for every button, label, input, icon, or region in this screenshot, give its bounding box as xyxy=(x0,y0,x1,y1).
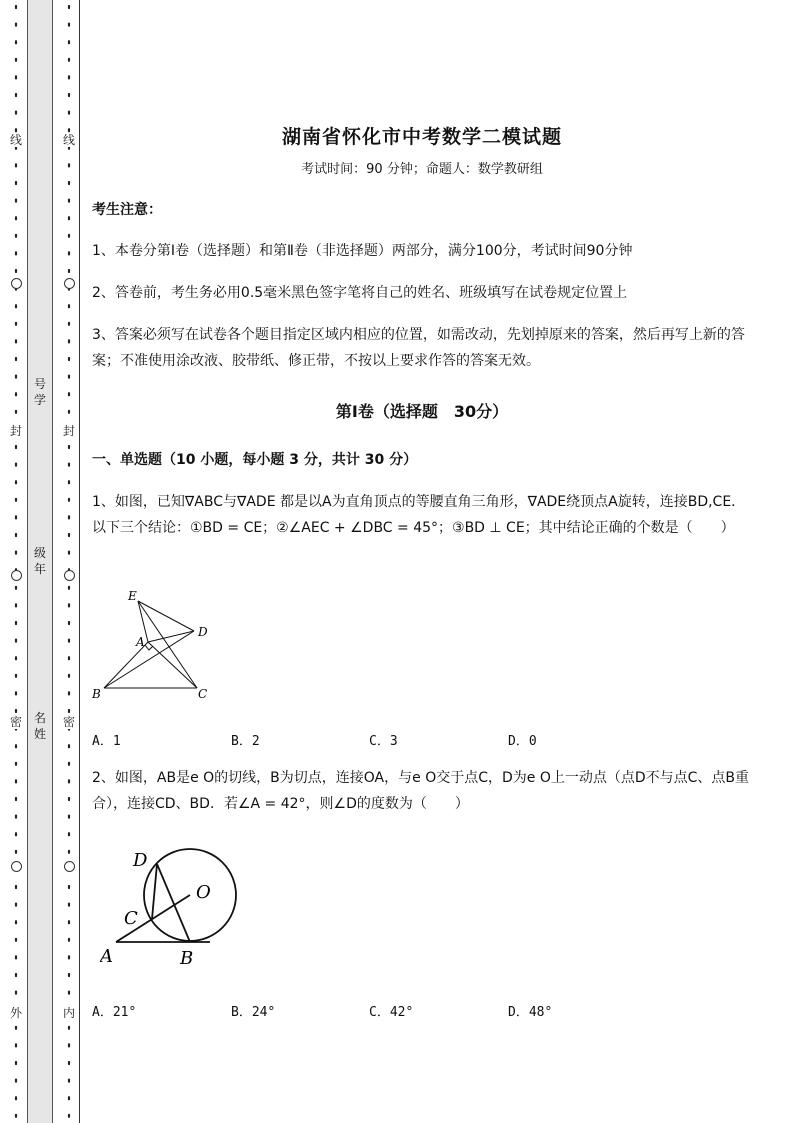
circle-icon xyxy=(11,570,22,581)
option-b[interactable]: B．2 xyxy=(231,734,260,749)
section-title: 第Ⅰ卷（选择题 30分） xyxy=(335,402,509,421)
page-title: 湖南省怀化市中考数学二模试题 xyxy=(281,126,562,148)
label-E: E xyxy=(128,589,137,603)
circle-icon xyxy=(64,278,75,289)
part-heading: 一、单选题（10 小题，每小题 3 分，共计 30 分） xyxy=(92,452,418,468)
option-c[interactable]: C．3 xyxy=(369,734,398,749)
label-B: B xyxy=(180,948,194,969)
inner-binding-line xyxy=(62,0,76,1123)
option-b[interactable]: B．24° xyxy=(231,1005,276,1020)
field-student-id-label: 号 学 xyxy=(33,377,46,407)
question-1-figure xyxy=(92,584,222,704)
label-A: A xyxy=(136,635,145,649)
inner-mark-xian: 线 xyxy=(62,133,75,147)
outer-mark-xian: 线 xyxy=(9,133,22,147)
option-d[interactable]: D．0 xyxy=(508,734,537,749)
question-2-stem: 2、如图，AB是e O的切线，B为切点，连接OA，与e O交于点C，D为e O上一动点（点D不与点C、点B重合），连接CD、BD．若∠A = 42°，则∠D的度数为（ ） xyxy=(92,770,750,812)
question-1-stem: 1、如图，已知∇ABC与∇ADE 都是以A为直角顶点的等腰直角三角形，∇ADE绕顶点A旋转，连接BD,CE．以下三个结论：①BD = CE；②∠AEC + ∠DBC = 45°；③BD ⊥ CE；其中结论正确的个数是（ ） xyxy=(92,494,746,536)
inner-mark-nei: 内 xyxy=(62,1006,75,1020)
label-C: C xyxy=(198,687,208,701)
label-O: O xyxy=(196,882,211,903)
option-a[interactable]: A．1 xyxy=(92,734,121,749)
circle-icon xyxy=(64,570,75,581)
circle-icon xyxy=(11,861,22,872)
inner-mark-mi: 密 xyxy=(62,715,75,729)
option-c[interactable]: C．42° xyxy=(369,1005,414,1020)
field-name-label: 名 姓 xyxy=(33,711,46,741)
label-C: C xyxy=(124,908,138,929)
circle-icon xyxy=(64,861,75,872)
inner-mark-feng: 封 xyxy=(62,424,75,438)
dotted-line xyxy=(9,0,23,1123)
outer-mark-wai: 外 xyxy=(9,1006,22,1020)
notice-item-1: 1、本卷分第Ⅰ卷（选择题）和第Ⅱ卷（非选择题）两部分，满分100分，考试时间90分钟 xyxy=(92,243,633,259)
page-border-line xyxy=(79,0,80,1123)
notice-item-2: 2、答卷前，考生务必用0.5毫米黑色签字笔将自己的姓名、班级填写在试卷规定位置上 xyxy=(92,285,628,301)
outer-mark-mi: 密 xyxy=(9,715,22,729)
option-a[interactable]: A．21° xyxy=(92,1005,137,1020)
label-D: D xyxy=(198,625,208,639)
label-A: A xyxy=(100,946,113,967)
exam-meta: 考试时间：90 分钟；命题人：数学教研组 xyxy=(301,162,543,177)
label-D: D xyxy=(133,850,148,871)
field-grade-label: 级 年 xyxy=(33,546,46,576)
notice-item-3: 3、答案必须写在试卷各个题目指定区域内相应的位置，如需改动，先划掉原来的答案，然后再写上新的答案；不准使用涂改液、胶带纸、修正带，不按以上要求作答的答案无效。 xyxy=(92,327,745,369)
label-B: B xyxy=(92,687,101,701)
question-2-figure xyxy=(100,840,260,970)
outer-binding-line xyxy=(9,0,23,1123)
circle-icon xyxy=(11,278,22,289)
notice-heading: 考生注意： xyxy=(92,202,162,218)
outer-mark-feng: 封 xyxy=(9,424,22,438)
option-d[interactable]: D．48° xyxy=(508,1005,553,1020)
dotted-line xyxy=(62,0,76,1123)
